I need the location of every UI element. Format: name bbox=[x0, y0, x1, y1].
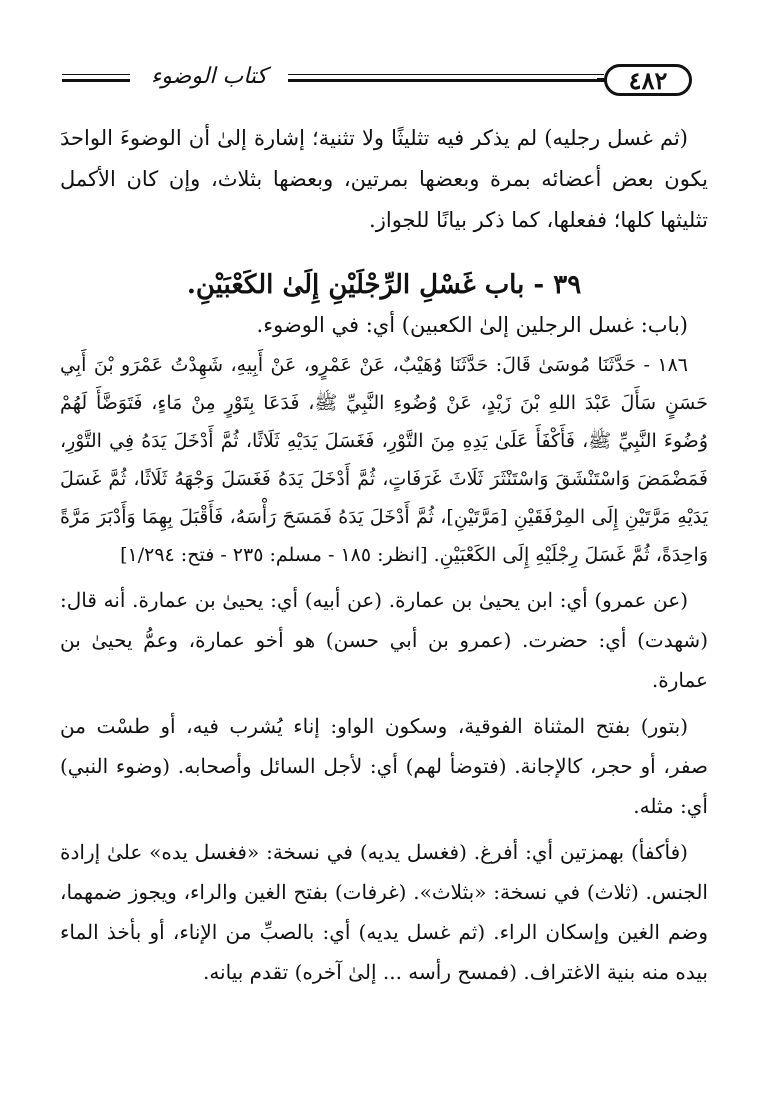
header-rule bbox=[288, 74, 604, 75]
hadith-text: ١٨٦ - حَدَّثَنَا مُوسَىٰ قَالَ: حَدَّثَنَا وُهَيْبٌ، عَنْ عَمْرٍو، عَنْ أَبِيهِ، شَهِدْتُ عَمْرَو بْنَ أَبِي حَسَنٍ سَأَلَ عَبْدَ اللهِ بْنَ زَيْدٍ، عَنْ وُضُوءِ النَّبِيِّ ﷺ، فَدَعَا بِتَوْرٍ مِنْ مَاءٍ، فَتَوَضَّأَ لَهُمْ وُضُوءَ النَّبِيِّ ﷺ، فَأَكْفَأَ عَلَىٰ يَدِهِ مِنَ التَّوْرِ، فَغَسَلَ يَدَيْهِ ثَلَاثًا، ثُمَّ أَدْخَلَ يَدَهُ فِي التَّوْرِ، فَمَضْمَضَ وَاسْتَنْشَقَ وَاسْتَنْثَرَ ثَلَاثَ غَرَفَاتٍ، ثُمَّ أَدْخَلَ يَدَهُ فَغَسَلَ وَجْهَهُ ثَلَاثًا، ثُمَّ غَسَلَ يَدَيْهِ مَرَّتَيْنِ إِلَى المِرْفَقَيْنِ [مَرَّتَيْنِ]، ثُمَّ أَدْخَلَ يَدَهُ فَمَسَحَ رَأْسَهُ، فَأَقْبَلَ بِهِمَا وَأَدْبَرَ مَرَّةً وَاحِدَةً، ثُمَّ غَسَلَ رِجْلَيْهِ إِلَى الكَعْبَيْنِ. [انظر: ١٨٥ - مسلم: ٢٣٥ - فتح: ١/٢٩٤] bbox=[60, 354, 708, 566]
chapter-note: (باب: غسل الرجلين إلىٰ الكعبين) أي: في الوضوء. bbox=[256, 313, 688, 337]
page-header bbox=[62, 62, 694, 102]
page-body bbox=[60, 118, 708, 992]
intro-paragraph: (ثم غسل رجليه) لم يذكر فيه تثليثًا ولا تثنية؛ إشارة إلىٰ أن الوضوءَ الواحدَ يكون بعض أعضائه بمرة وبعضها بمرتين، وبعضها بثلاث، وإن كان الأكمل تثليثها كلها؛ ففعلها، كما ذكر بيانًا للجواز. bbox=[60, 126, 708, 232]
page-number: ٤٨٢ bbox=[604, 64, 692, 96]
header-rule bbox=[62, 79, 130, 82]
book-title: كتاب الوضوء bbox=[150, 64, 268, 89]
header-rule bbox=[62, 74, 130, 75]
header-rule bbox=[288, 79, 604, 82]
commentary-paragraph: (بتور) بفتح المثناة الفوقية، وسكون الواو: إناء يُشرب فيه، أو طسْت من صفر، أو حجر، كالإجانة. (فتوضأ لهم) أي: لأجل السائل وأصحابه. (وضوء النبي) أي: مثله. bbox=[60, 714, 708, 818]
chapter-heading: ٣٩ - باب غَسْلِ الرِّجْلَيْنِ إِلَىٰ الكَعْبَيْنِ. bbox=[186, 270, 582, 300]
commentary-paragraph: (عن عمرو) أي: ابن يحيىٰ بن عمارة. (عن أبيه) أي: يحيىٰ بن عمارة. أنه قال: (شهدت) أي: حضرت. (عمرو بن أبي حسن) هو أخو عمارة، وعمُّ يحيىٰ بن عمارة. bbox=[60, 588, 708, 692]
commentary-paragraph: (فأكفأ) بهمزتين أي: أفرغ. (فغسل يديه) في نسخة: «فغسل يده» علىٰ إرادة الجنس. (ثلاث) في نسخة: «بثلاث». (غرفات) بفتح الغين والراء، ويجوز ضمهما، وضم الغين وإسكان الراء. (ثم غسل يديه) أي: بالصبِّ من الإناء، أو بأخذ الماء بيده منه بنية الاغتراف. (فمسح رأسه ... إلىٰ آخره) تقدم بيانه. bbox=[60, 840, 708, 984]
